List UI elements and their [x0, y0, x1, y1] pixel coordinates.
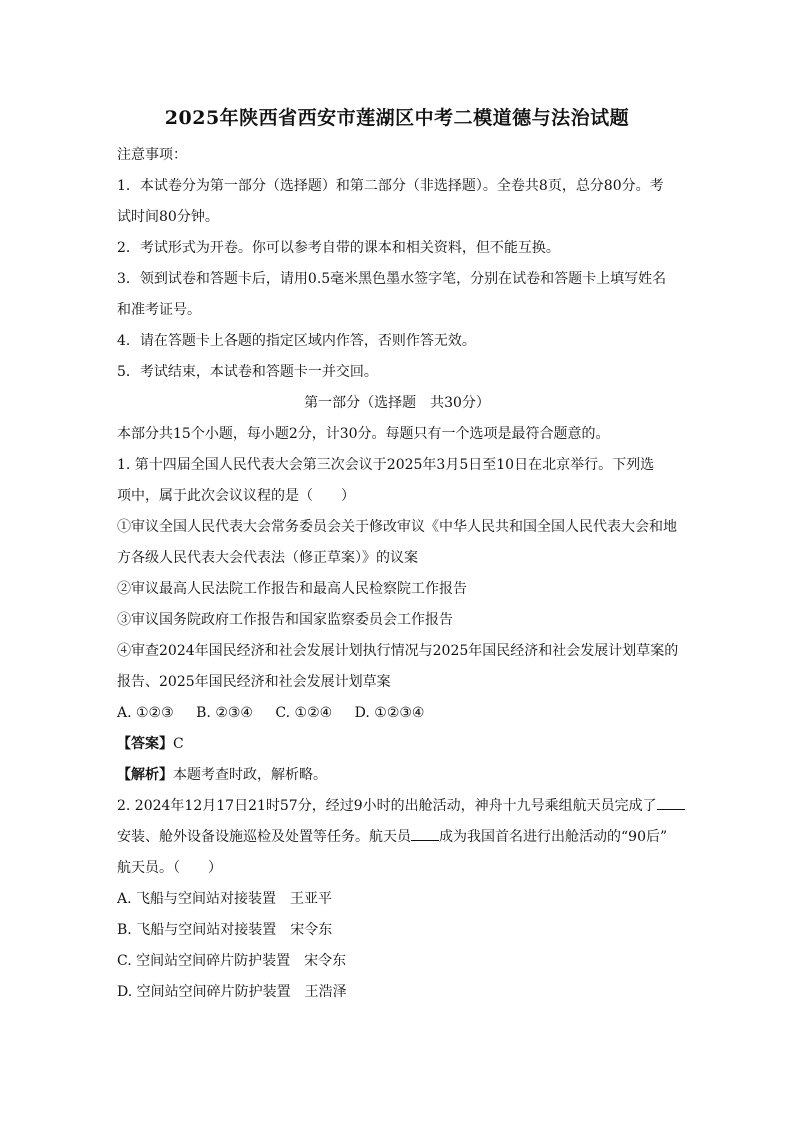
q1-statement-3: ③审议国务院政府工作报告和国家监察委员会工作报告: [117, 612, 453, 628]
q2-option-b: B. 飞船与空间站对接装置 宋令东: [117, 922, 333, 938]
answer-tag: 【答案】: [117, 736, 173, 752]
notice-item: 和准考证号。: [117, 302, 201, 318]
q1-statement-2: ②审议最高人民法院工作报告和最高人民检察院工作报告: [117, 581, 467, 597]
q1-answer: [117, 729, 677, 760]
notice-heading: 注意事项：: [117, 147, 187, 163]
q2-stem: 航天员。（ ）: [117, 860, 222, 876]
analysis-text: 本题考查时政，解析略。: [173, 767, 327, 783]
fill-blank: [411, 826, 439, 841]
q2-stem: [117, 791, 677, 822]
analysis-tag: 【解析】: [117, 767, 173, 783]
q2-stem-text: 2. 2024年12月17日21时57分，经过9小时的出舱活动，神舟十九号乘组航天员完成了: [117, 798, 657, 814]
answer-value: C: [173, 736, 184, 752]
q2-option-c: C. 空间站空间碎片防护装置 宋令东: [117, 953, 347, 969]
page-title: 2025年陕西省西安市莲湖区中考二模道德与法治试题: [164, 107, 630, 129]
q1-statement-1: ①审议全国人民代表大会常务委员会关于修改审议《中华人民共和国全国人民代表大会和地: [117, 519, 677, 535]
q1-stem: 1. 第十四届全国人民代表大会第三次会议于2025年3月5日至10日在北京举行。下列选: [117, 457, 655, 473]
q2-stem-text: 成为我国首名进行出舱活动的“90后”: [439, 829, 668, 845]
q1-option-b: B. ②③④: [196, 705, 253, 721]
q1-stem: 项中，属于此次会议议程的是（ ）: [117, 488, 355, 504]
notice-item: 5．考试结束，本试卷和答题卡一并交回。: [117, 364, 378, 380]
q2-option-a: A. 飞船与空间站对接装置 王亚平: [117, 891, 333, 907]
q1-statement-4: 报告、2025年国民经济和社会发展计划草案: [117, 674, 391, 690]
part1-heading: 第一部分（选择题 共30分）: [304, 395, 490, 411]
q1-statement-4: ④审查2024年国民经济和社会发展计划执行情况与2025年国民经济和社会发展计划草案的: [117, 643, 679, 659]
q2-stem-text: 安装、舱外设备设施巡检及处置等任务。航天员: [117, 829, 411, 845]
q1-options: [117, 698, 677, 729]
notice-item: 3．领到试卷和答题卡后，请用0.5毫米黑色墨水签字笔，分别在试卷和答题卡上填写姓名: [117, 271, 667, 287]
q1-statement-1: 方各级人民代表大会代表法（修正草案）》的议案: [117, 550, 418, 566]
q1-analysis: [117, 760, 677, 791]
fill-blank: [657, 795, 685, 810]
q2-option-d: D. 空间站空间碎片防护装置 王浩泽: [117, 984, 347, 1000]
q1-option-c: C. ①②④: [275, 705, 333, 721]
q1-option-a: A. ①②③: [117, 705, 174, 721]
notice-item: 1．本试卷分为第一部分（选择题）和第二部分（非选择题）。全卷共8页，总分80分。考: [117, 178, 664, 194]
q2-stem: [117, 822, 677, 853]
notice-item: 4．请在答题卡上各题的指定区域内作答，否则作答无效。: [117, 333, 476, 349]
notice-item: 试时间80分钟。: [117, 209, 219, 225]
q1-option-d: D. ①②③④: [354, 705, 425, 721]
document-body: [117, 140, 677, 1008]
part1-intro: 本部分共15个小题，每小题2分，计30分。每题只有一个选项是最符合题意的。: [117, 426, 610, 442]
notice-item: 2．考试形式为开卷。你可以参考自带的课本和相关资料，但不能互换。: [117, 240, 560, 256]
